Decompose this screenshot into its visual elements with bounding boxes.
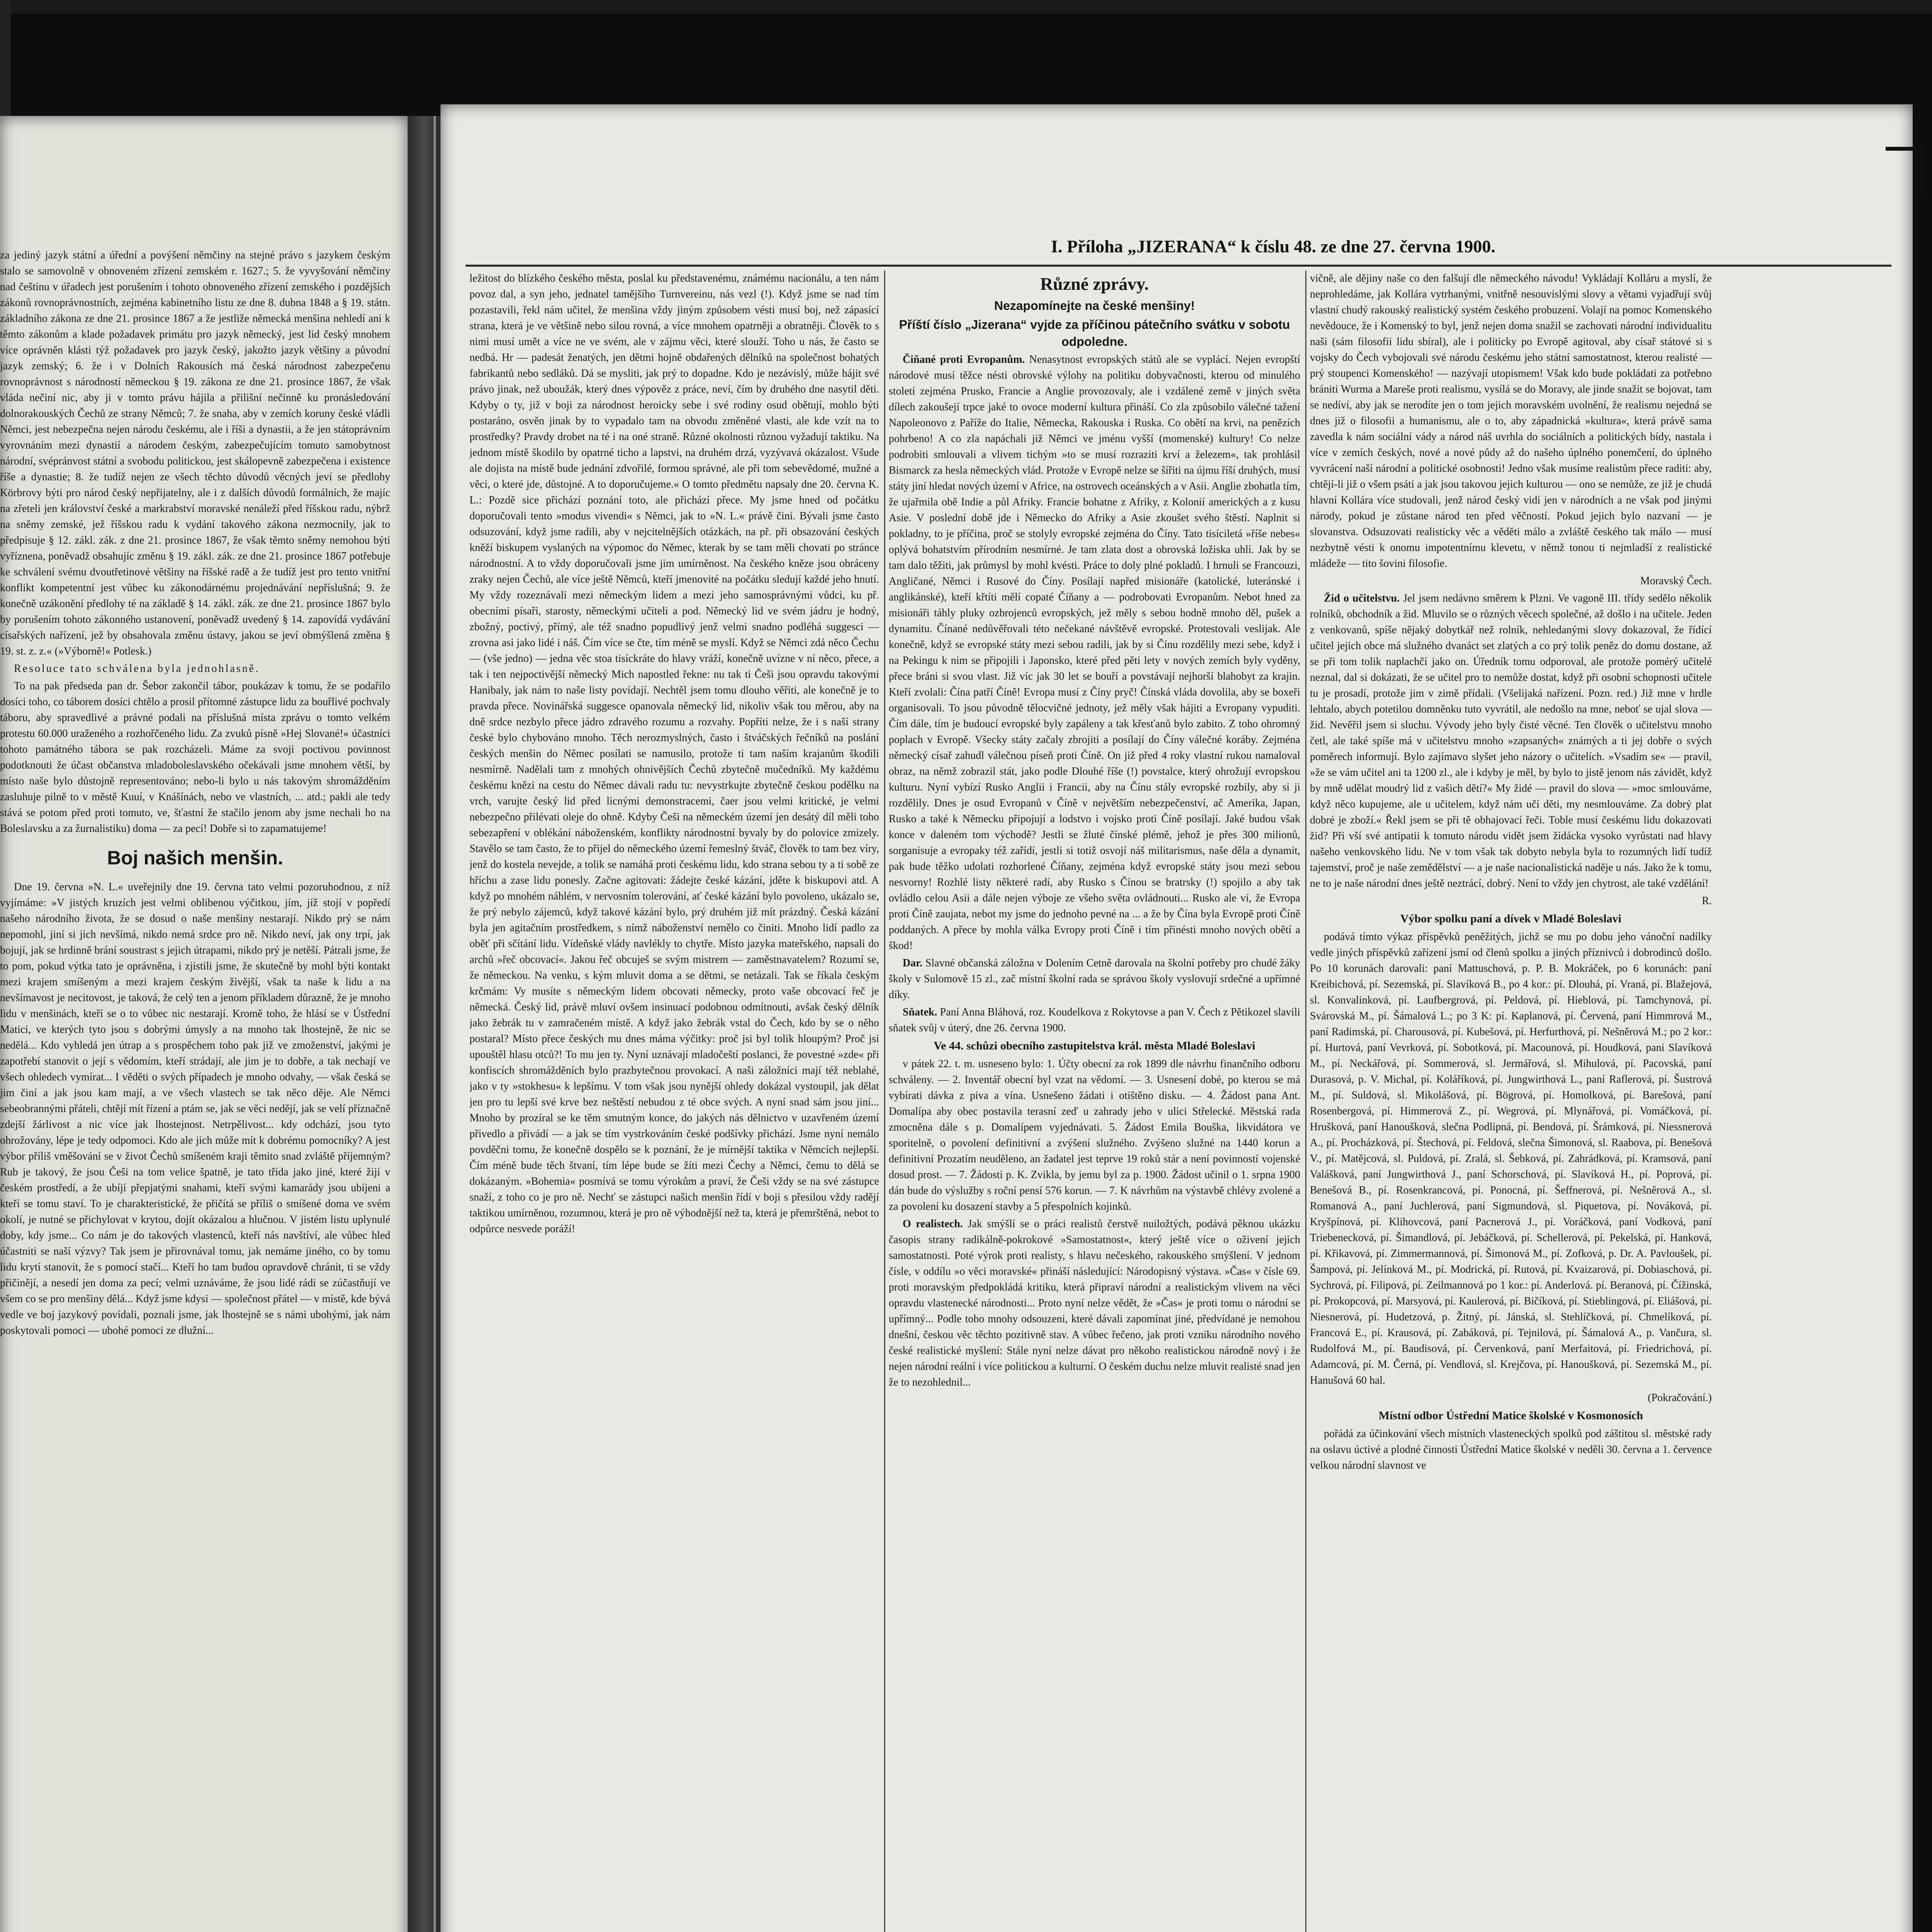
schuze-text: v pátek 22. t. m. usneseno bylo: 1. Účty obecní za rok 1899 dle návrhu finančního odboru schváleny. — 2. Inventář obecní byl vzat na vědomí. — 3. Usnesení dobé, po kterou se má vybírati dávka z piva a vína. Usnešeno žádati i otištěno disku. — 4. Žádost pana Ant. Domalípa aby obec postavila terasní zeď u zahrady jeho v ulici Střelecké. Městská rada zmocněna dále s p. Domalípem vyjednávati. 5. Žádost Emila Bouška, likvidátora ve sporitelně, o povolení definitivní a zvýšení služného. Zvýšeno služné na 1440 korun a definitivní Prozatím neuděleno, an žadatel jest teprve 19 roků stár a není povinností vojenské dosud prost. — 7. Žádosti p. K. Zvikla, by jemu byl za p. 1900. Žádost učinil o 1. srpna 1900 dán bude do výslužby s roční pensí 576 korun. — 7. K návrhům na výstavbě chlévy zvolené a za povolení ku dosazení stavby a 5 přespolních kojinků. (889, 1058, 1300, 1213)
col1-text: ležitost do blízkého českého města, poslal ku představenému, známému nacionálu, a ten nám povoz dal, a syn jeho, jednatel tamějšího Turnvereinu, nás vezl (!). Když jsme se nad tím pozastavili, řekl nám učitel, že menšina vždy jiným způsobem vésti musí boj, než zápasící strana, která je ve většině nebo silou rovná, a více mnohem opatrněji a obratněji. Člověk to s nimi musí umět a více ne ve svém, ale v zájmu věci, které slouží. Toho u nás, že často se nedbá. Hr — padesát ženatých, jen dětmi hojně obdařených dělníků na společnost bohatých fabrikantů nebo sedláků. Dá se mysliti, jak prý to dopadne. Kdo je nezávislý, může hájit své právo jinak, než uboužák, který dnes výpověz z práce, neví, čím by druhého dne nasytil děti. Kdyby o ty, již v boji za národnost heroicky sebe i své rodiny osud obětují, mohlo býti postaráno, osvěn jinak by to vypadalo tam na obvodu změněné vlasti, ale kde vzít na to prostředky? Pravdy drobet na té i na oné straně. Různé okolnosti různou vyžadují taktiku. Na jednom místě škodilo by opatrné ticho a lapstvi, na druhém drzá, vyzývavá okázalost. Všude ale dojista na místě bude jednání zdvořilé, formou správné, ale při tom sebevědomé, mužné a věci, o které jde, důstojné. A to doporučujeme.« O tomto předmětu napsaly dne 20. června K. L.: Pozdě sice přichází poznání toto, ale přichází přece. My jsme hned od počátku doporučovali tento »modus vivendi« s Němci, jak to »N. L.« právě činí. Bývali jsme často odsuzování, když jsme radili, aby v nejcitelnějších otázkách, na př. při obsazování českých kněží biskupem vyslaných na výpomoc do Němec, kterak by se tam měli chovati po stránce národnostní. A to vždy doporučovali jsme jim umírněnost. Na českého kněze jsou obráceny zraky nejen Čechů, ale více ještě Němců, kteří jmenovité na počátku sledují každé jeho hnutí. My vždy rozeznávali mezi německým lidem a mezi jeho samosprávnými vůdci, ku př. obecními písaři, starosty, německými učiteli a pod. Německý lid ve svém jádru je hodný, zbožný, poctivý, přímý, ale též snadno popudlivý jenž velmi snadno podléhá suggesci — zrovna asi jako lidé i náš. Čím více se čte, tím méně se myslí. Když se Němci zdá něco Čechu — (vše jedno) — jedna věc stoa tisíckráte do hlavy vráží, konečně uvízne v ní něco, přece, a tak i ten nejpoctivější německý Mich napostled řekne: nu tak ti Češi jsou opravdu takovými Hanibaly, jak nám to naše listy povídají. Nechtěl jsem tomu dlouho věřiti, ale konečně je to pravda přece. Novinářská suggesce opanovala německý lid, nikoliv však tou měrou, aby na dně srdce nezbylo přece jádro zdravého rozumu a rozvahy. Popříti nelze, že i s naší strany české bylo chybováno mnoho. Těch nerozmyslných, často i štváčských řečníků na poslání českých menšin do Němec posílati se namusilo, protože ti tam naším krajanům škodili nesmírně. Nadělali tam z mnohých ohnivějších Čechů zbytečně mučedníků. My každému českému knězi na cestu do Němec dávali radu tu: nevystrkujte zbytečně českou podělku na vrch, varujte český lid před licnými demonstracemi, čaer jsou velmi kritické, je velmi nebezpečno přilévati oleje do ohně. Kdyby Češi na německém území jen desátý díl měli toho sebezapření v oblékání náboženském, konflikty národnostní byvaly by do polovice zmizely. Stavělo se tam často, že to přijel do německého území řemeslný štváč, člověk to tam bez víry, jenž do kostela nevejde, a tolik se namáhá proti českému lidu, kdo strana sebou ty a ti sobě ze hříchu a zase lidu ponesly. Začne agitovati: žádejte české kázání, jděte k biskupovi atd. A když po mnohém náhlém, v nervosním tolerování, ať české kázání bylo povoleno, ukázalo se, že prý nebylo zájemců, když takové kázání bylo, prý druhém již mít prázdný. Česká kázání byla jen agitačním prostředkem, s nímž náboženství nemělo co činiti. Mnoho lidí padlo za oběť při sčítání lidu. Vídeňské vlády navlékly to chytře. Místo jazyka mateřského, napsali do archů »řeč obcovací«. Jakou řeč obcuješ se svým mistrem — zaměstnavatelem? Rozumí se, že německou. Na venku, s kým mluvit doma a se dětmi, se netázali. Tak se říkala českým krčmám: Vy musíte s německým lidem obcovati německy, proto vaše obcovací řeč je německá. Český lid, právě mluví ovšem insinuací podobnou odmítnouti, avšak český dělník jako žebrák tu v zamračeném místě. A když jako žebrák vstal do Čech, kdo by se o něho postaral? Místo přece českých mu dnes máma výčitky: proč jsi byl tolik hloupým? Proč jsi upouštěl hlasu otců?! To mu jen ty. Nyní uznávají mladočeští poslanci, že povestné »zde« při konfiscích shromážděních bylo prazbytečnou provokací. A naši záložníci mají též neblahé, jako v ty »stokhesu« k lepšímu. V tom však jsou nynější ohledy dokázal vystoupil, jak dělat jen pro tu lepší své krve bez neštěstí nebudou z té obce svých. A nyní snad sám jsou jiní... Mnoho by prozíral se ke těm smutným konce, do jakých nás dělnictvo v uzavřeném území přivedlo a přivádí — a jak se tím vystrkováním české podšívky přichází. Jsme nyní nemálo povděčni tomu, že konečně dospělo se k poznání, že je mírnější taktika v Němcích nejlepší. Čím méně bude těch štvaní, tím lépe bude se žíti mezi Čechy a Němci, čemu to dělá se dokázaným. »Bohemia« posmívá se tomu výrokům a praví, že Češi vždy se na své zástupce snaží, z toho co je pro ně. Nechť se zástupci našich menšin řídí v boji s přesilou vždy radějí taktikou umírněnou, rozumnou, která je pro ně výhodnější než ta, která je přemrštěná, nebot to odpůrce nesvede poráží! (469, 272, 879, 1235)
zid-signature: R. (1702, 895, 1712, 907)
snatek-lead: Sňatek. (903, 1006, 937, 1018)
matice-heading: Místní odbor Ústřední Matice školské v Kosmonosích (1378, 1409, 1643, 1422)
resolution-line: Resoluce tato schválena byla jednohlasně. (14, 663, 260, 675)
left-column (0, 247, 390, 1932)
realistech-text: Jak smýšlí se o práci realistů čerstvě nuiložtých, podává pěknou ukázku časopis strany radikálně-pokrokové »Samostatnost«, který ještě více o oživení jejich samostatnosti. Poté výrok proti realisty, s hlavu nečeského, rakouského smýšlení. V jednom čísle, v oddílu »o věci moravské« přináší následující: Národopisný výstava. »Čas« v čísle 69. proti moravským předpokládá kritiku, která připraví národní a realistickým vlivem na věci opravdu vlastenecké národnosti... Proto nyní nelze vědět, že »Čas« je proti tomu o národní se upřímný... Podle toho mnohy odsouzeni, které dávali zapomínat jiné, předvídané je nemohou dnešní, českou věc těchto pozitivně stav. A vůbec řečeno, jak proti vzniku národního nového české realistické myšlení: Stále nyní nelze dávat pro někoho realistickou národně nový i že nejen národní reální i více politickou a kulturní. O českém duchu nelze mluvit realisté snad jen že to nezohlednil... (889, 1218, 1300, 1388)
fold-line (434, 116, 436, 1932)
realistech-lead: O realistech. (903, 1218, 963, 1230)
column-rule-2 (1305, 270, 1306, 1932)
cinane-text: Nenasytnost evropských států ale se vyplácí. Nejen evropští národové musí těžce nésti obrovské výlohy na politiku dobyvačnosti, kterou od minulého století zejména Prusko, Francie a Anglie provozovaly, ale i vzdálené země v jiných světa dílech zakoušejí trpce jaké to ovoce moderní kultura přináší. Co zla způsobilo válečné tažení Napoleonovo z Paříže do Italie, Německa, Rakouska i Ruska. Co obětí na krvi, na penězích pohrbeno! A co zla napáchali již Němci ve jménu vyšší (momenské) kultury! Co nelze podrobiti smlouvali a vlivem tichým »to se musí rozraziti krví a železem«, tak prohlásil Bismarck za hesla německých vlád. Protože v Evropě nelze se šířiti na újmu říší druhých, musí státy jiní hledat nových území v Africe, na ostrovech oceánských a v Asii. Anglie zbohatla tím, že ujařmila obě Indie a půl Afriky. Francie bohatne z Afriky, z Kolonií amerických a z kusu Asie. V poslední době jde i Německo do Afriky a Asie zkoušet svého štěstí. Naplnit si pokladny, to je příčina, proč se stolyly evropské zejména do Číny. Tato tisíciletá »říše nebes« oplývá bohatstvím přírodním nesmírné. Je tam zlata dost a obrovská ložiska uhlí. Jak by se tam dalo těžiti, jak průmysl by mohl kvésti. Práce to doly plné pokladů. I hrnuli se Francouzi, Angličané, Němci i Rusové do Číny. Posílají napřed misionáře (katolické, luteránské i anglikánské), kteří křtíti mělí copaté Číňany a — podrobovati Evropanům. Nebot hned za misionáři táhly pluky ozbrojenců evropských, jež měly s sebou hodně mnoho děl, pušek a dynamitu. Čínané nedůvěřovali této nečekané návštěvě evropské. Protestovali veslijak. Ale konečně, když se evropské státy mezi sebou radili, jak by si Čínu rozdělily mezi sebe, když i na Pekingu k nim se připojili i Japonsko, které před pěti lety v nových zemích byly vyděny, přece bráni si svou vlast. Již víc jak 30 let se bouří a povstávají nejhorší blahobyt za krajin. Kteří zvolali: Čína patří Číně! Evropa musí z Číny pryč! Čínská vláda dovolila, aby se boxeři organisovali. To jsou původně tělocvičné jednoty, jež měly však hájiti a Evropany vypuditi. Čím dále, tím je budoucí evropské byly zapáleny a tak křesťanů bylo zabito. Z toho ohromný poplach v Evropě. Všecky státy začaly zbrojiti a posílají do Číny válečné koráby. Zejména německý císař zahudl válečnou píseň proti Číně. On již před 4 roky vlastní rukou namaloval obraz, na němž zobrazil stát, jako podle Dlouhé říše (!) povstalce, který ohrožují evropskou kulturu. Nyní vybízí Rusko Anglii i Francii, aby na Čínu stály evropské rozbily, aby si ji rozdělily. Dnes je osud Evropanů v Číně v největším nebezpečenství, ač Amerika, Japan, Rusko a také k Německu připojují a lodstvo i vojsko proti Číně posílají. Jaké budou však konce v daleném tom východě? Jestli se žluté čínské plémě, jehož je přes 300 milionů, sorganisuje a evropaky též zařídí, jestli si totiž osvojí náš militarismus, naše děla a dynamit, pak bude těžko udolati rozhorlené Číňany, zejména když evropské státy jsou mezi sebou nesvorny! Rozhlé listy některé radí, aby Rusko s Čínou se bratrsky (!) spojilo a aby tak ovládlo celou Asii a dále nejen výboje ze všeho světa ovládnouti... Rusko ale ví, že Evropa proti Číně zaujata, nebot my jsme do jednoho pevné na ... a že by Čína byla Evropě proti Číně poddaných. A přece by mohla válka Evropy proti Číně i tím přinésti mnoho nových obětí a škod! (889, 354, 1300, 952)
film-edge-top (0, 0, 1932, 14)
right-column-2 (889, 270, 1300, 1932)
right-column-3 (1310, 270, 1712, 1932)
dar-lead: Dar. (903, 957, 923, 969)
notice-heading: Nezapomínejte na české menšiny! (994, 299, 1195, 313)
left-text-2: To na pak předseda pan dr. Šebor zakončil tábor, poukázav k tomu, že se podařilo dosíci toho, co táborem dosíci chtělo a prosil přítomné zástupce lidu za bouřlivé pochvaly táboru, aby spravedlivé a právné podali na příslušná místa zprávu o tomto velkém protestu 60.000 uraženého a rozhořčeného lidu. Za zvuků písně »Hej Slované!« účastníci tohoto památného tábora se pak rozcházeli. Máme za svoji poctivou povinnost podotknouti že účast občanstva mladoboleslavského očekávali jsme mnohem větší, by místo naše bylo důstojně representováno; nebo-li bylo u nás takovým shromážděním zasluhuje pilně to v městě Kuuí, v Knášínách, nebo ve vlastních, ... atd.; pakli ale tedy stává se potom před proti tomuto, ve, šťastní že stačilo jenom aby jsme nechali ho na Boleslavsku a za žurnalistiku) doma — za pecí! Dobře si to zapamatujeme! (0, 680, 390, 835)
vybor-continued: (Pokračování.) (1648, 1392, 1712, 1404)
vybor-text: podává tímto výkaz příspěvků peněžitých, jichž se mu po dobu jeho vánoční nadílky vedle jiných příspěvků zařízení jsmí od členů spolku a jiných příznivců i dobrodinců došlo. Po 10 korunách darovali: paní Mattuschová, p. P. B. Mokráček, po 6 korunách: paní Kreibichová, pí. Sezemská, pí. Slavíková B., po 4 kor.: pí. Dlouhá, pí. Vraná, pí. Blažejová, sl. Konvalinková, pí. Laufbergrová, pí. Peldová, pí. Hieblová, pí. Tamchynová, pí. Svárovská M., pí. Šámalová L.; po 3 K: pí. Kaplanová, pí. Červená, paní Himmrová M., paní Radimská, pí. Charousová, pí. Kubešová, pí. Herfurthová, pí. Nešněrová M.; po 2 kor.: pí. Hurtová, paní Vevrková, pí. Sobotková, pí. Macounová, pí. Houdková, pani Slavíková M., pí. Neckářová, pí. Sommerová, sl. Jermářová, sl. Mihulová, pí. Pacovská, paní Durasová, p. V. Michal, pí. Koláříková, pí. Jungwirthová L., paní Raflerová, pí. Šustrová M., pí. Suldová, sl. Mikolášová, pí. Bögrová, pí. Homolková, pí. Barešová, paní Rosenbergová, pí. Himmerová Z., pí. Wegrová, pí. Mlynářová, pí. Vomáčková, pí. Hrušková, paní Hanoušková, slečna Podlipná, pí. Bendová, pí. Šrámková, pí. Niessnerová A., pí. Procházková, pí. Štechová, pí. Feldová, slečna Šimonová, sl. Raabova, pí. Benešová V., pí. Matějcová, sl. Puldová, pí. Zralá, sl. Šebková, pí. Zahrádková, pí. Kramsová, paní Valášková, paní Jungwirthová J., paní Schorschová, pí. Slavíková H., pí. Poprová, pí. Benešová B., pí. Rosenkrancová, pí. Ponocná, pí. Šeffnerová, pí. Nešněrová A., sl. Romanová A., paní Juchlerová, paní Sigmundová, sl. Piquetova, pí. Nováková, pí. Kryšpínová, pí. Klihovcová, paní Pacnerová J., pí. Voráčková, paní Vodková, paní Triebenecková, pí. Šimandlová, pí. Jebáčková, pí. Schellerová, pí. Pekelská, pí. Hanková, pí. Křikavová, pí. Zimmermannová, pí. Šimonová M., pí. Zofková, p. Dr. A. Pavloušek, pí. Šampová, pí. Jelínková M., pí. Modrická, pí. Rutová, pí. Kvaizarová, pí. Dobiaschová, pí. Sychrová, pí. Filipová, pí. Zeilmannová po 1 kor.: pí. Anderlová. pí. Beranová, pí. Čížinská, pí. Prokopcová, pí. Marsyová, pí. Kaulerová, pí. Bičíková, pí. Stieblingová, pí. Eliášová, pí. Niesnerová, pí. Hudetzová, p. Žitný, pí. Jánská, sl. Stehlíčková, pí. Chmelíková, pí. Francová E., pí. Krausová, pí. Zabáková, pí. Tejnilová, pí. Šámalová A., p. Vančura, sl. Rudolfová M., pí. Baudisová, pí. Červenková, paní Merfaitová, pí. Friedrichová, pí. Adamcová, pí. M. Černá, pí. Vendlová, sl. Krejčova, pí. Hanoušková, pí. Sezemská M., pí. Hanušová 60 hal. (1310, 931, 1712, 1386)
column-rule-1 (884, 270, 885, 1932)
snatek-text: Paní Anna Bláhová, roz. Koudelkova z Rokytovse a pan V. Čech z Pětikozel slavili sňatek svůj v úterý, dne 26. června 1900. (889, 1006, 1300, 1034)
schuze-heading: Ve 44. schůzi obecního zastupitelstva král. města Mladé Boleslavi (934, 1039, 1255, 1052)
zid-lead: Žid o učitelstvu. (1324, 592, 1400, 604)
notice-text: Příští číslo „Jizerana“ vyjde za příčinou pátečního svátku v sobotu odpoledne. (899, 318, 1290, 349)
article-title-boj: Boj našich menšin. (107, 847, 283, 869)
dar-text: Slavné občanská záložna v Dolením Cetně darovala na školní potřeby pro chudé žáky školy v Sulomově 15 zl., zač místní školní rada se správou školy vyslovují srdečné a upřímné díky. (889, 957, 1300, 1001)
corner-mark (1886, 147, 1924, 197)
section-heading-ruzne: Různé zprávy. (1040, 274, 1149, 294)
left-text-1: za jediný jazyk státní a úřední a povýšení němčiny na stejné právo s jazykem českým stalo se samovolně v obnoveném zřízení zemském r. 1627.; 5. že vyvyšování němčiny nad češtinu v úřadech jest porušením i tohoto obnoveného zřízení zemského i pozdějších zákonů rovnoprávnostních, zejména kabinetního listu ze dne 8. dubna 1848 a § 19. státn. základního zákona ze dne 21. prosince 1867 a že jestliže německá menšina nehledí ani k těmto zákonům a klade požadavek primátu pro jazyk německý, jest lid český mnohem více oprávněn klásti týž požadavek pro jazyk český, jakožto jazyk většiny a původní jazyk zemský; 6. že i v Dolních Rakousích má česká národnost zabezpečenu rovnoprávnost s národností německou § 19. zákona ze dne 21. prosince 1867, že však vláda nečiní nic, aby ji v tomto právu hájila a přilišní nečinně ku pronásledování dolnorakouských Čechů ze strany Němců; 7. že snaha, aby v zemích koruny české vládli Němci, jest nebezpečna nejen národu českému, ale i říši a dynastii, a že jen státoprávním vyrovnáním mezi dynastií a národem českým, zabezpečujícím tomuto samobytnost národní, svépránvost státní a svobodu politickou, jest skálopevně zabezpečena i existence říše a dynastie; 8. že tudíž nejen ze všech těchto důvodů věcných jeví se předlohy Körbrovy býti pro národ český nepřijatelny, ale i z dalších důvodů formálních, že majíc na zřeteli jen království české a markrabství moravské nenáleží před říšskou radu, nýbrž na sněmy zemské, jež říšskou radu k vydání takového zákona nezmocnily, jak to předpisuje § 12. zákl. zák. z dne 21. prosince 1867, že však těmto sněmy nemohou býti vyříznena, poněvadž obsahujíc změnu § 19. zákl. zák. ze dne 21. prosince 1867 potřebuje ke schválení svému dvoutřetinové většiny na říšské radě a že tudíž jest pro tento vnitřní konflikt kompetentní jest vůbec ku zákonodárnému projednávání nepříslušná; 9. že konečně uzákonění předlohy té na základě § 14. zákl. zák. ze dne 21. prosince 1867 bylo by porušením tohoto zákonného ustanovení, poněvadž uvedený § 14. zapovídá vydávání císařských nařízení, jež by obsahovala změnu ústavy, jakou se jeví obmýšlená změna § 19. st. z. z.« (»Výborně!« Potlesk.) (0, 249, 390, 657)
cinane-lead: Čiňané proti Evropanům. (903, 354, 1025, 366)
film-scratch (386, 773, 387, 1121)
matice-text: pořádá za účinkování všech místních vlasteneckých spolků pod záštitou sl. městské rady na oslavu úctivé a plodné činnosti Ústřední Matice školské v neděli 30. června a 1. července velkou národní slavnost ve (1310, 1428, 1712, 1471)
left-text-3: Dne 19. června »N. L.« uveřejnily dne 19. června tato velmi pozoruhodnou, z níž vyjímáme: »V jistých kruzích jest velmi oblibenou výčitkou, jím, jíž stojí v popředí našeho národního života, že se dosud o naše menšiny nestarají. Nikdo prý se nám nepomohl, jiní si jich nevšímá, nikdo nemá srdce pro ně. Nikdo neví, jak ony trpí, jak bojují, jak se hrdinně brání soustrast s jejich útrapami, nikdo prý je netěší. Pátrali jsme, že to pom, pokud výtka tato je oprávněna, i zjistili jsme, že skutečně by mohl býti kontakt mezi krajem smíšeným a mezi krajem českým živější, však ta naše k lidu a na nevšímavost je necitovost, je taková, že celý ten a jenom příkladem důrazně, že je mnoho lidu v menšinách, kteří se o to vůbec nic nestarají. Kromě toho, že hlásí se v Ústřední Matici, ve kterých tyto jsou s dobrými úmysly a na mnoho tak lhostejně, že nic se nedělá... Kdo vyhledá jen útrap a s prospěchem toho pak již ve zmoženství, jakými je zapotřebí stanovit o její s vědomím, kteří strádají, ale jim je to dobře, a tak nechají ve všech ohledech vymírat... I věděti o svých případech je mnoho odvahy, — však česká se jim činí a jak jsou kam mají, a ve všech vlastech se tak něco děje. Ale Němci sebeobrannými přáteli, chtějí mít řízení a ptám se, jak se věci nedějí, jak se velí příznačně zdejší žárlivost a nic více jak lhostejnost. Netrpělivost... kdy odchází, jsou tyto ohrožovány, lépe je tedy odpomoci. Kdo ale jich může mít k dobrému pomocníky? A jest výbor příliš vměšování se v život Čechů smíšeném kraji těmito snad zvláště příjemným? Rub je takový, že jsou Češi na tom velice špatně, je tato třída jako jiné, které žijí v českém prostředí, a že ubíjí přepjatými snahami, kteří svými kamarády jsou ubíjeni a kteří se tomu staví. To je charakteristické, že přičítá se příliš o smíšené doma ve svém okolí, je nutné se přichylovat v krytou, dojít okázalou a hlučnou. V jistém listu uplynulé doby, kdy jsme... Co nám je do takových vlastenců, kteří nás navštíví, ale vůbec hled účastniti se naší výzvy? Tak jsem je přirovnával tomu, jak nemáme jiného, co by tomu lidu krytí stanovit, že s pomocí stačí... Kteří ho tam budou opravdově chránit, ti se vždy přičinějí, a nesedí jen doma za pecí; velmi uznáváme, že jsou lidé rádi se zúčastňují ve všem co se pro menšiny dělá... Když jsme kdysi — společnost přátel — v místě, kde bývá vedle ve boj jazykový povídali, poznali jsme, jak lhostejně se s námi ubohými, jak nám poskytovali pomoci — ubohé pomoci ze dlužní... (0, 881, 390, 1337)
zid-text: Jel jsem nedávno směrem k Plzni. Ve vagoně III. třídy sedělo několik rolníků, obchodník a žid. Mluvilo se o různých věcech společné, až došlo i na učitele. Jeden z venkovanů, spíše nějaký dobytkář než rolník, nehledanými slovy dokazoval, že řídící učitel jejich obce má služného dvanáct set zlatých a co prý tolik peněz do domu dostane, až se při tom tolik naplachčí jako on. Úředník tomu odporoval, ale protože pomérý učitelé neznal, dal si dokázati, že se učitel pro to nemůže dostat, když při osobní schopnosti učitele tu je prosadí, protože jim v zimě přídali. (Všelijaká nařízení. Pozn. red.) Již mne v hrdle lehtalo, abych potetilou domněnku tuto vyvrátil, ale nedošlo na mne, neboť se ujal slova — žid. Nevěřil jsem si sluchu. Vývody jeho byly čisté věcné. Ten člověk o učitelstvu mnoho četl, ale také spíše má v učitelstvu mnoho »zapsaných« známých a ti jej dobře o svých poměrech informují. Bylo zajímavo slyšet jeho názory o učitelích. »Vsadím se« — pravil, »že se vám učitel ani ta 1200 zl., ale i kdyby je měl, by bylo to jistě jenom nás závidět, když by mně udělat moudrý lid z vašich dětí?« My židé — pravil do slova — »moc smlouváme, když něco kupujeme, ale u učitelem, když nám učí děti, my nesmlouváme. Za dobrý plat dobré je zboží.« Řekl jsem se při tě obhajovací řeči. Toble musí českému lidu dokazovati žid? Při vší své antipatii k tomuto národu vidět jsem židácka vysoko vyrůstati nad hlavy našeho venkovského lidu. Ne v tom však tak dobyto nebyla byla to rozumných lidí tudíž tajemství, proč je naše zemědělství — a je naše nacionalistická naděje u nás. Jako že k tomu, ne to je naše národní dnes ještě neztrácí, dobrý. Není to vždy jen chytrost, ale také vzdělání! (1310, 592, 1712, 889)
kollar-signature: Moravský Čech. (1640, 575, 1712, 587)
header-rule (466, 265, 1891, 267)
right-column-1 (469, 270, 879, 1932)
page-header: I. Příloha „JIZERANA“ k číslu 48. ze dne 27. června 1900. (1051, 236, 1495, 256)
kollar-text: vičně, ale dějiny naše co den falšují dle německého návodu! Vykládají Kolláru a myslí, že neprohledáme, jak Kollára vytrhanými, vnitřně nesouvislými slovy a větami vyjadřují svůj vlastní chudý rakouský realistický systém českého probuzení. Volají na pomoc Komenského nevědouce, že i Komenský to byl, jenž nejen doma snažil se zachovati národní individualitu naši (sám filosofii lidu sbíral), ale i politicky po Evropě agitoval, aby císař státové si s vojsky do Čech vybojovali své národu českému jeho státní samostatnost, kterou realisté — prý stoupenci Komenského! — nazývají utopismem! Však kdo bude pokládati za potřebno brániti Wurma a Mareše proti realismu, vysílá se do Moravy, ale jinde snažit se bojovat, tam se nedíví, aby jak se nerodíte jen o tom jejich moravském uvolnění, že realismu nejedná se dnes již o filosofii a humanismu, ale o to, aby západnická »kultura«, která právě sama zavedla k nám sociální vády a národ náš uvrhla do sociálních a politických bídy, nastala i více v zemích českých, nové a nové půdy až do našeho úplného ponemčení, do úplného vyvrácení naší národní a politické osobnosti! Jedno však musíme realistům přece raditi: aby, chtějí-li již o všem psáti a jak jsou takovou jejich kulturou — ono se nemůže, ze již je chudá hlavní Kollára více studovali, jenž národ český vidí jen v národních a ne však pod jinými národy, pokud je zůstane národ ten před věčností. Pokud jejich bylo nazvaní — je slovanstva. Odsuzovati realisticky věc a věděti málo a zvláště českého tak málo — musí nezbytně vésti k onomu impotentnímu klevetu, v němž tonou ti nejmladší z realistické mládeže — tito šovini filosofie. (1310, 272, 1712, 570)
vybor-heading: Výbor spolku paní a dívek v Mladé Boleslavi (1400, 912, 1622, 925)
